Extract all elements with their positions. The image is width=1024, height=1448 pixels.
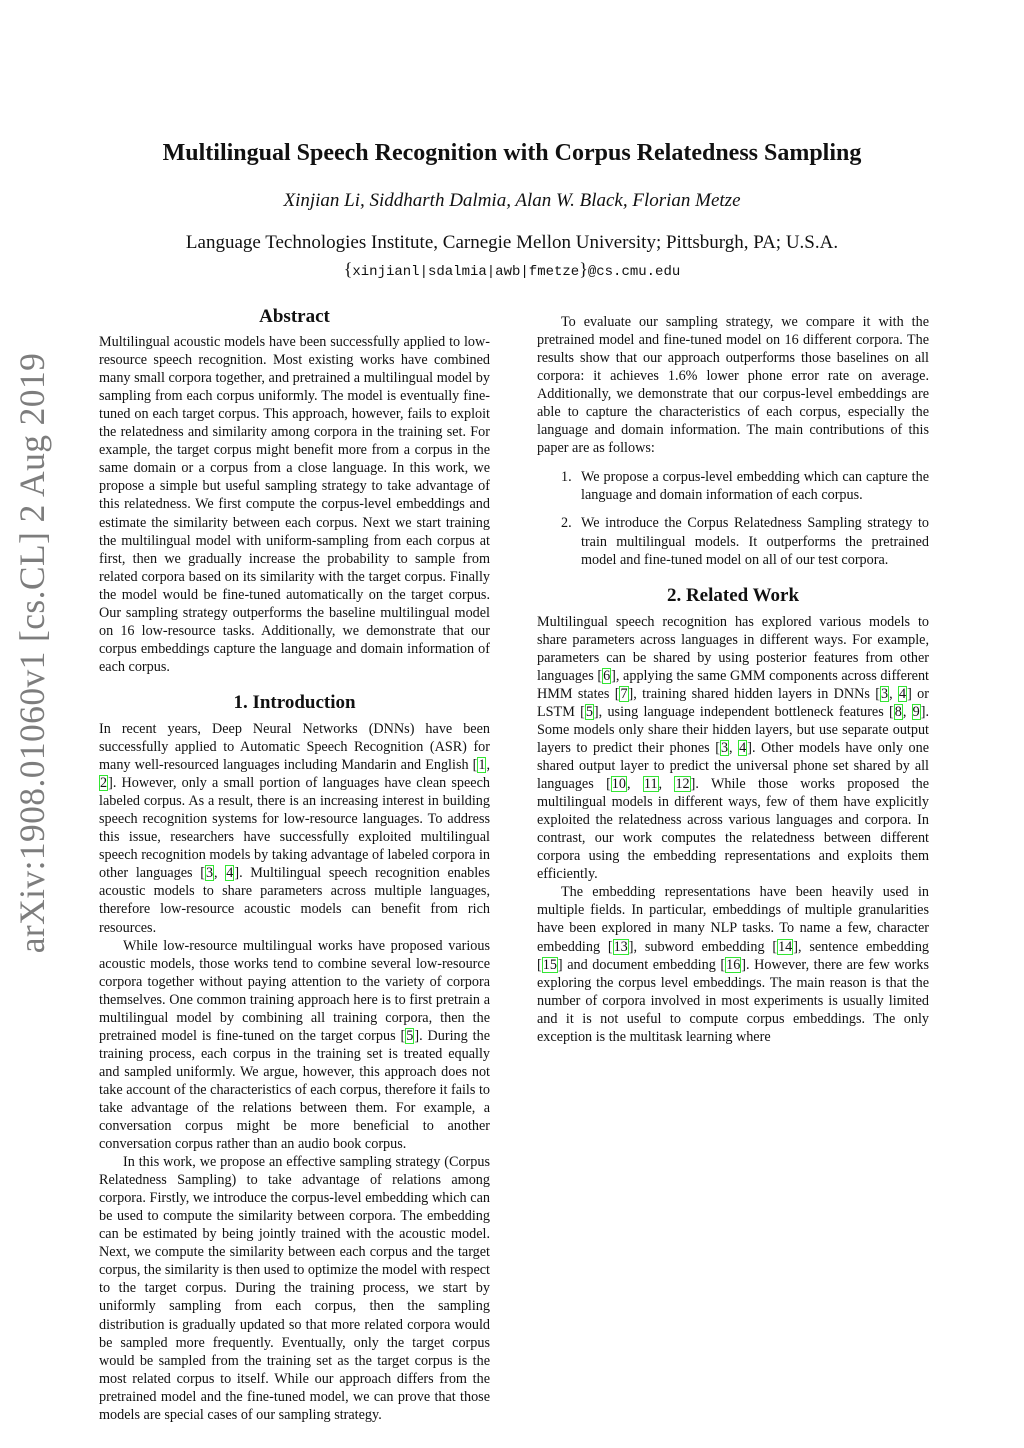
related-paragraph-1: Multilingual speech recognition has explored various models to share parameters across languages in different ways. For example, parameters can be shared by using posterior features from other languages [6], applying the same GMM components across different HMM states [7], training shared hidden layers in DNNs [3, 4] or LSTM [5], using language independent bottleneck features [8, 9]. Some models only share their hidden layers, but use separate output layers to predict their phones [3, 4]. Other models have only one shared output layer to predict the universal phone set shared by all languages [10, 11, 12]. While those works proposed the multilingual models in different ways, few of them have explicitly exploited the relatedness across various languages and corpora. In contrast, our work computes the relatedness between different corpora using the embedding representations and exploits them efficiently. (537, 613, 930, 883)
list-item: 2. We introduce the Corpus Relatedness Sampling strategy to train multilingual models. It outperforms the pretrained model and fine-tuned model on all of our test corpora. (561, 515, 929, 568)
citation-link[interactable]: 5 (585, 703, 593, 720)
arxiv-identifier: arXiv:1908.01060v1 [cs.CL] 2 Aug 2019 (12, 352, 52, 954)
list-item: 1. We propose a corpus-level embedding which can capture the language and domain information of each corpus. (561, 469, 929, 504)
paper-title: Multilingual Speech Recognition with Corpus Relatedness Sampling (162, 140, 862, 166)
abstract-text: Multilingual acoustic models have been successfully applied to low-resource speech recognition. Most existing works have combined many small corpora together, and pretrained a multilingual model by sampling from each corpus uniformly. The model is eventually fine-tuned on each target corpus. This approach, however, fails to exploit the relatedness and similarity among corpora in the training set. For example, the target corpus might benefit more from a corpus in the same domain or a corpus from a close language. In this work, we propose a simple but useful sampling strategy to take advantage of this relatedness. We first compute the corpus-level embeddings and estimate the similarity between each corpus. Next we start training the multilingual model with uniform-sampling from each corpus at first, then we gradually increase the probability to sample from related corpora based on its similarity with the target corpus. Finally the model would be fine-tuned automatically on the target corpus. Our sampling strategy outperforms the baseline multilingual model on 16 low-resource tasks. Additionally, we demonstrate that our corpus embeddings capture the language and domain information of each corpus. (99, 334, 490, 675)
paper-affiliation: Language Technologies Institute, Carnegie Mellon University; Pittsburgh, PA; U.S.A. (185, 232, 839, 253)
intro-paragraph-3: In this work, we propose an effective sampling strategy (Corpus Relatedness Sampling) to take advantage of relations among corpora. Firstly, we introduce the corpus-level embedding which can be used to compute the similarity between corpora. The embedding can be estimated by being jointly trained with the acoustic model. Next, we compute the similarity between each corpus and the target corpus, the similarity is then used to optimize the model with respect to the target corpus. During the training process, we start by uniformly sampling from each corpus, then the sampling distribution is gradually updated so that more related corpora would be sampled more frequently. Eventually, only the target corpus would be sampled from the training set as the target corpus is the most related corpus to itself. While our approach differs from the pretrained model and the fine-tuned model, we can prove that those models are special cases of our sampling strategy. (99, 1154, 490, 1423)
intro-paragraph-4: To evaluate our sampling strategy, we compare it with the pretrained model and fine-tuned model on 16 different corpora. The results show that our approach outperforms those baselines on all corpora: it achieves 1.6% lower phone error rate on average. Additionally, we demonstrate that our corpus-level embeddings are able to capture the characteristics of each corpus, especially the language and domain information. The main contributions of this paper are as follows: (537, 314, 929, 457)
email-close-brace: } (579, 259, 588, 279)
citation-link[interactable]: 1 (478, 757, 486, 774)
email-users: xinjianl|sdalmia|awb|fmetze (352, 264, 580, 280)
citation-link[interactable]: 3 (720, 739, 729, 756)
email-open-brace: { (343, 259, 353, 279)
arxiv-sidebar (4, 258, 60, 1048)
citation-link[interactable]: 10 (611, 776, 626, 793)
citation-link[interactable]: 4 (226, 865, 234, 882)
intro-paragraph-1: In recent years, Deep Neural Networks (DNNs) have been successfully applied to Automatic Speech Recognition (ASR) for many well-resourced languages including Mandarin and English [1, 2]. However, only a small portion of languages have clean speech labeled corpus. As a result, there is an increasing interest in building speech recognition systems for low-resource languages. To address this issue, researchers have successfully exploited multilingual speech recognition models by taking advantage of labeled corpora in other languages [3, 4]. Multilingual speech recognition enables acoustic models to share parameters across multiple languages, therefore low-resource acoustic models can benefit from rich resources. (99, 720, 491, 936)
citation-link[interactable]: 3 (205, 865, 214, 882)
citation-link[interactable]: 7 (620, 685, 628, 702)
abstract-heading: Abstract (259, 306, 330, 327)
right-column (537, 313, 929, 1046)
citation-link[interactable]: 8 (894, 703, 902, 720)
citation-link[interactable]: 13 (613, 938, 628, 955)
citation-link[interactable]: 2 (100, 775, 108, 792)
citation-link[interactable]: 11 (643, 776, 658, 793)
citation-link[interactable]: 6 (603, 667, 611, 684)
paper-email (0, 259, 1024, 280)
citation-link[interactable]: 9 (912, 703, 920, 720)
citation-link[interactable]: 3 (881, 685, 889, 702)
citation-link[interactable]: 16 (726, 956, 741, 973)
citation-link[interactable]: 12 (675, 776, 690, 793)
citation-link[interactable]: 4 (899, 685, 907, 702)
left-column (99, 308, 490, 1424)
related-paragraph-2: The embedding representations have been heavily used in multiple fields. In particular, embeddings of multiple granularities have been explored in many NLP tasks. To name a few, character embedding [13], subword embedding [14], sentence embedding [15] and document embedding [16]. However, there are few works exploring the corpus level embeddings. The main reason is that the number of corpora involved in most experiments is usually limited and it is not useful to compute corpus embeddings. The only exception is the multitask learning where (537, 884, 930, 1045)
citation-link[interactable]: 5 (406, 1027, 414, 1044)
paper-authors: Xinjian Li, Siddharth Dalmia, Alan W. Black, Florian Metze (283, 190, 741, 211)
citation-link[interactable]: 4 (739, 739, 747, 756)
email-domain: @cs.cmu.edu (587, 264, 681, 280)
introduction-heading: 1. Introduction (233, 691, 356, 713)
related-work-heading: 2. Related Work (666, 584, 800, 606)
contributions-list (537, 468, 929, 568)
intro-paragraph-2: While low-resource multilingual works have proposed various acoustic models, those works tend to combine several low-resource corpora together without paying attention to the variety of corpora themselves. One common training approach here is to first pretrain a multilingual model by combining all training corpora, then the pretrained model is fine-tuned on the target corpus [5]. During the training process, each corpus in the training set is treated equally and sampled uniformly. We argue, however, this approach does not take account of the characteristics of each corpus, therefore it fails to take advantage of the relations between them. For example, a conversation corpus might be more beneficial to another conversation corpus rather than an audio book corpus. (99, 937, 490, 1153)
citation-link[interactable]: 14 (778, 938, 793, 955)
citation-link[interactable]: 15 (542, 956, 557, 973)
